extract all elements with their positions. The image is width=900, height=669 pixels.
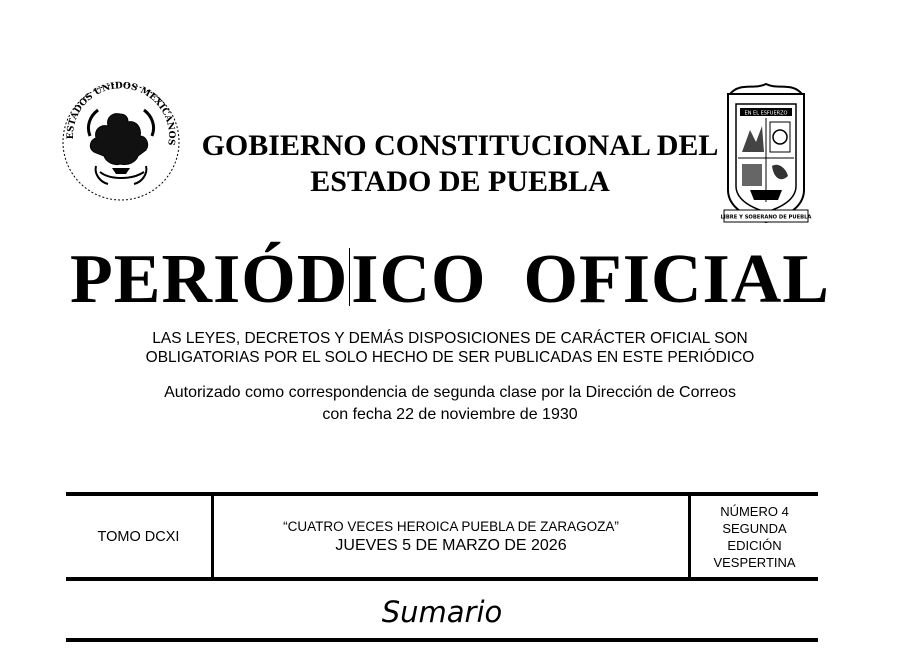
- issue-date: JUEVES 5 DE MARZO DE 2026: [335, 536, 567, 554]
- edition-line: EDICIÓN: [727, 537, 782, 553]
- table-bottom-rule: [66, 577, 818, 581]
- section-title-sumario: Sumario: [381, 595, 503, 629]
- tomo-label: TOMO DCXI: [97, 528, 180, 545]
- date-cell: [214, 496, 688, 577]
- bottom-rule: [66, 638, 818, 642]
- masthead-title-part1: PERIÓD: [70, 241, 349, 318]
- issue-number: NÚMERO 4: [720, 503, 789, 519]
- masthead-title-part2: ICO OFICIAL: [351, 241, 830, 318]
- tomo-cell: [66, 496, 211, 577]
- svg-text:LIBRE Y SOBERANO DE PUEBLA: LIBRE Y SOBERANO DE PUEBLA: [720, 214, 812, 221]
- authorization-line2: con fecha 22 de noviembre de 1930: [322, 406, 578, 423]
- number-cell: [691, 496, 818, 577]
- masthead-title: [0, 240, 900, 320]
- svg-text:EN EL ESFUERZO: EN EL ESFUERZO: [744, 110, 788, 117]
- svg-text:ESTADOS UNIDOS MEXICANOS: ESTADOS UNIDOS MEXICANOS: [65, 81, 177, 146]
- government-title-line2: ESTADO DE PUEBLA: [310, 165, 610, 198]
- edition-line: VESPERTINA: [713, 554, 796, 570]
- issue-info-table: [66, 492, 818, 581]
- legal-notice-line2: OBLIGATORIAS POR EL SOLO HECHO DE SER PUBLICADAS EN ESTE PERIÓDICO: [145, 349, 755, 366]
- city-motto: “CUATRO VECES HEROICA PUEBLA DE ZARAGOZA”: [283, 518, 619, 534]
- government-title-line1: GOBIERNO CONSTITUCIONAL DEL: [201, 129, 719, 162]
- edition-line: SEGUNDA: [722, 520, 787, 536]
- authorization-line1: Autorizado como correspondencia de segunda clase por la Dirección de Correos: [164, 384, 736, 401]
- legal-notice-line1: LAS LEYES, DECRETOS Y DEMÁS DISPOSICIONES DE CARÁCTER OFICIAL SON: [152, 330, 748, 347]
